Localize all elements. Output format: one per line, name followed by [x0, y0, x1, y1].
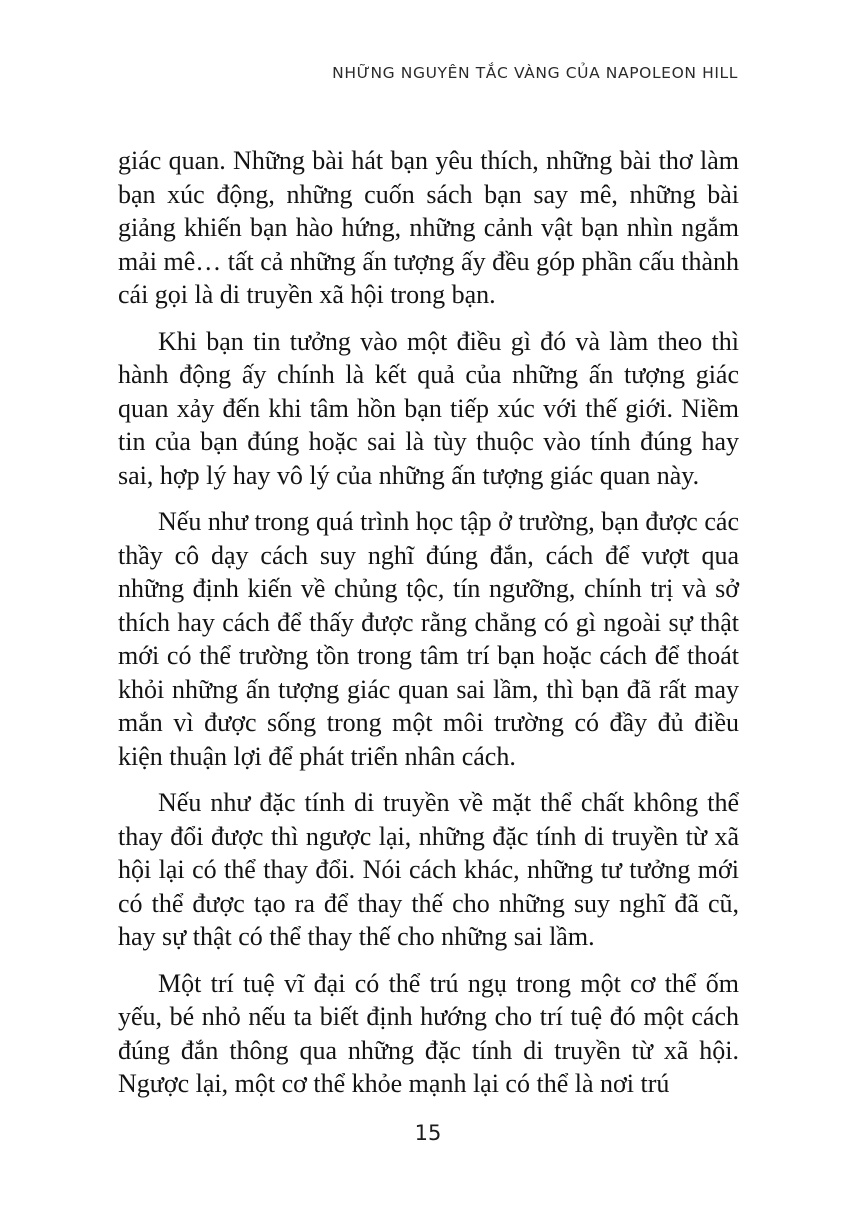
page-number: 15	[414, 1121, 442, 1145]
running-header-title: NHỮNG NGUYÊN TẮC VÀNG CỦA NAPOLEON HILL	[332, 64, 738, 82]
paragraph-4: Nếu như đặc tính di truyền về mặt thể chất không thể thay đổi được thì ngược lại, những đặc tính di truyền từ xã hội lại có thể thay đổi. Nói cách khác, những tư tưởng mới có thể được tạo ra để thay thế cho những suy nghĩ đã cũ, hay sự thật có thể thay thế cho những sai lầm.	[118, 788, 739, 951]
paragraph-2: Khi bạn tin tưởng vào một điều gì đó và làm theo thì hành động ấy chính là kết quả của những ấn tượng giác quan xảy đến khi tâm hồn bạn tiếp xúc với thế giới. Niềm tin của bạn đúng hoặc sai là tùy thuộc vào tính đúng hay sai, hợp lý hay vô lý của những ấn tượng giác quan này.	[118, 326, 739, 490]
paragraph-1: giác quan. Những bài hát bạn yêu thích, những bài thơ làm bạn xúc động, những cuốn sách bạn say mê, những bài giảng khiến bạn hào hứng, những cảnh vật bạn nhìn ngắm mải mê… tất cả những ấn tượng ấy đều góp phần cấu thành cái gọi là di truyền xã hội trong bạn.	[118, 146, 739, 309]
paragraph-5: Một trí tuệ vĩ đại có thể trú ngụ trong một cơ thể ốm yếu, bé nhỏ nếu ta biết định hướng cho trí tuệ đó một cách đúng đắn thông qua những đặc tính di truyền từ xã hội. Ngược lại, một cơ thể khỏe mạnh lại có thể là nơi trú	[118, 968, 739, 1098]
page-body	[118, 144, 739, 1114]
paragraph-3: Nếu như trong quá trình học tập ở trường, bạn được các thầy cô dạy cách suy nghĩ đúng đắn, cách để vượt qua những định kiến về chủng tộc, tín ngưỡng, chính trị và sở thích hay cách để thấy được rằng chẳng có gì ngoài sự thật mới có thể trường tồn trong tâm trí bạn hoặc cách để thoát khỏi những ấn tượng giác quan sai lầm, thì bạn đã rất may mắn vì được sống trong một môi trường có đầy đủ điều kiện thuận lợi để phát triển nhân cách.	[118, 507, 739, 771]
